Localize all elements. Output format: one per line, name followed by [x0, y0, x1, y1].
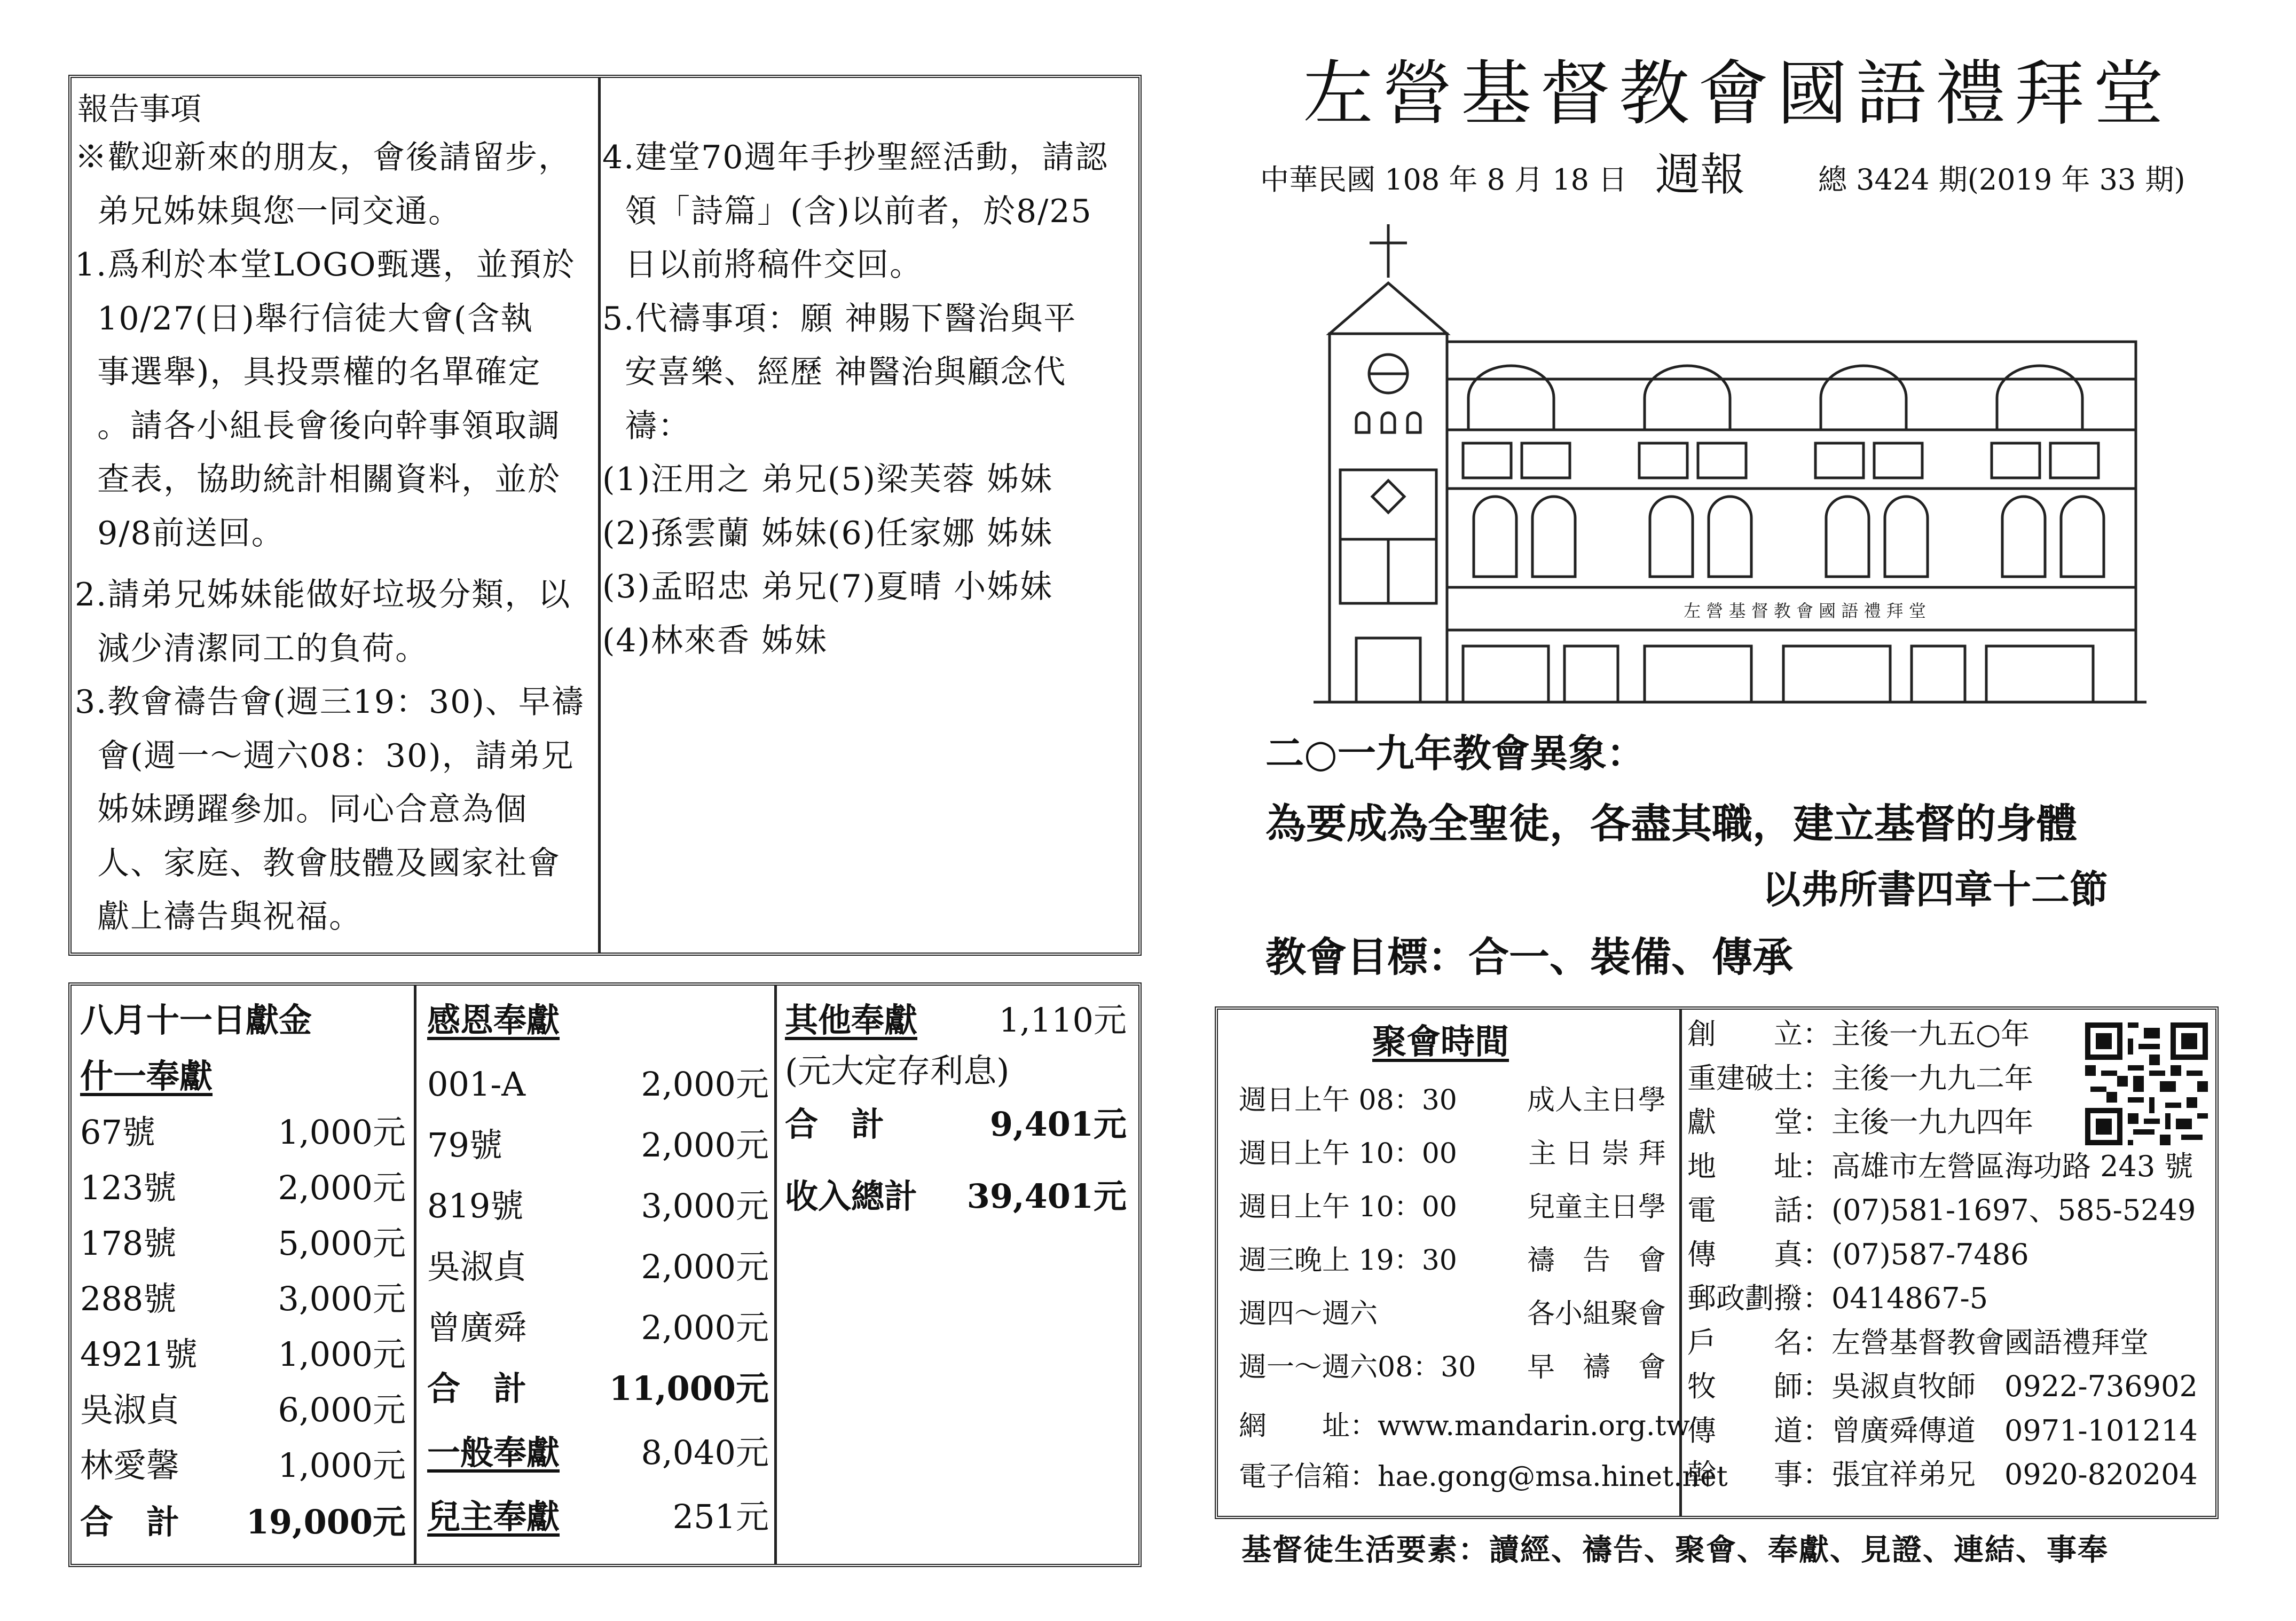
- email-line: 電子信箱：hae.gong@msa.hinet.net: [1239, 1461, 1728, 1493]
- announcements-title: 報告事項: [77, 91, 202, 127]
- grand-total-amount: 39,401元: [966, 1177, 1127, 1216]
- announcement-line: 4.建堂70週年手抄聖經活動，請認: [602, 139, 1108, 176]
- offering-donor: 林愛馨: [80, 1446, 180, 1485]
- offering-amount: 1,000元: [278, 1335, 406, 1374]
- meeting-time: 週日上午 08：30: [1239, 1084, 1457, 1116]
- thanks-total-row: [427, 1369, 769, 1410]
- meeting-row: [1239, 1247, 1666, 1279]
- offering-donor: 79號: [427, 1126, 502, 1164]
- church-info-line: 傳 道：曾廣舜傳道 0971-101214: [1687, 1413, 2198, 1447]
- church-goal: 教會目標：合一、裝備、傳承: [1265, 933, 1793, 981]
- children-offering-row: [427, 1497, 769, 1538]
- announcement-line: 禱：: [602, 407, 691, 445]
- tithe-row: [80, 1335, 406, 1375]
- meeting-time: 週日上午 10：00: [1239, 1191, 1457, 1223]
- general-offering-label: 一般奉獻: [427, 1433, 560, 1472]
- bulletin-label: 週報: [1655, 148, 1745, 201]
- offering-donor: 67號: [80, 1113, 155, 1152]
- other-offering-amount: 1,110元: [998, 1001, 1127, 1040]
- announcement-line: 。請各小組長會後向幹事領取調: [75, 407, 561, 445]
- offerings-divider-2: [774, 985, 777, 1564]
- meeting-time: 週三晚上 19：30: [1239, 1245, 1457, 1277]
- church-info-line: 創 立：主後一九五○年: [1687, 1017, 2030, 1051]
- vision-statement: 為要成為全聖徒，各盡其職，建立基督的身體: [1265, 800, 2077, 847]
- tithe-row: [80, 1113, 406, 1153]
- offering-amount: 1,000元: [278, 1446, 406, 1485]
- announcement-line: (3)孟昭忠 弟兄(7)夏晴 小姊妹: [602, 568, 1053, 605]
- church-title: 左營基督教會國語禮拜堂: [1303, 53, 2172, 135]
- announcement-line: 5.代禱事項：願 神賜下醫治與平: [602, 300, 1077, 337]
- offering-amount: 2,000元: [641, 1247, 769, 1286]
- other-total-row: [785, 1105, 1127, 1145]
- church-info-line: 戶 名：左營基督教會國語禮拜堂: [1687, 1325, 2149, 1359]
- offering-date-heading: 八月十一日獻金: [80, 1001, 312, 1040]
- offering-amount: 3,000元: [278, 1279, 406, 1318]
- announcement-line: 領「詩篇」(含)以前者，於8/25: [602, 192, 1092, 230]
- thanks-total-amount: 11,000元: [609, 1369, 769, 1408]
- other-offering-row: [785, 1001, 1127, 1041]
- church-info-line: 傳 真：(07)587-7486: [1687, 1237, 2029, 1271]
- meetings-title: 聚會時間: [1372, 1022, 1509, 1062]
- tithe-row: [80, 1446, 406, 1486]
- church-info-line: 地 址：高雄市左營區海功路 243 號: [1687, 1149, 2193, 1183]
- thanks-total-label: 合 計: [427, 1369, 527, 1408]
- thanks-offering-heading: 感恩奉獻: [427, 1001, 560, 1040]
- offering-amount: 2,000元: [641, 1308, 769, 1347]
- offering-donor: 819號: [427, 1186, 524, 1225]
- thanks-offering-row: [427, 1186, 769, 1227]
- meeting-row: [1239, 1193, 1666, 1225]
- bulletin-date: 中華民國 108 年 8 月 18 日: [1260, 163, 1627, 196]
- other-total-label: 合 計: [785, 1105, 885, 1144]
- offering-amount: 1,000元: [278, 1113, 406, 1152]
- announcement-line: 9/8前送回。: [75, 514, 285, 552]
- church-info-line: 電 話：(07)581-1697、585-5249: [1687, 1193, 2196, 1227]
- vision-reference: 以弗所書四章十二節: [1762, 867, 2109, 912]
- offering-donor: 001-A: [427, 1065, 526, 1104]
- announcement-line: 減少清潔同工的負荷。: [75, 629, 429, 667]
- tithe-heading: 什一奉獻: [80, 1057, 213, 1096]
- tithe-total-label: 合 計: [80, 1502, 180, 1541]
- building-signboard: 左 營 基 督 教 會 國 語 禮 拜 堂: [1684, 601, 1926, 621]
- tithe-row: [80, 1168, 406, 1209]
- tithe-total-row: [80, 1502, 406, 1543]
- announcement-line: 2.請弟兄姊妹能做好垃圾分類，以: [75, 576, 571, 613]
- offering-amount: 2,000元: [278, 1168, 406, 1207]
- tithe-row: [80, 1279, 406, 1320]
- offering-donor: 178號: [80, 1224, 177, 1263]
- church-building-illustration: [1314, 219, 2146, 710]
- meeting-time: 週日上午 10：00: [1239, 1138, 1457, 1170]
- announcement-line: 10/27(日)舉行信徒大會(含執: [75, 300, 534, 337]
- offering-amount: 6,000元: [278, 1390, 406, 1429]
- thanks-offering-row: [427, 1126, 769, 1166]
- announcements-divider: [598, 77, 601, 953]
- other-offering-label: 其他奉獻: [785, 1001, 918, 1040]
- tithe-row: [80, 1224, 406, 1264]
- announcement-line: 人、家庭、教會肢體及國家社會: [75, 844, 561, 882]
- announcement-line: 日以前將稿件交回。: [602, 246, 923, 284]
- vision-heading: 二○一九年教會異象：: [1265, 730, 1645, 776]
- offering-donor: 123號: [80, 1168, 177, 1207]
- other-total-amount: 9,401元: [989, 1105, 1127, 1144]
- offering-donor: 4921號: [80, 1335, 198, 1374]
- general-offering-row: [427, 1433, 769, 1474]
- church-info-line: 重建破土：主後一九九二年: [1687, 1061, 2033, 1095]
- thanks-offering-row: [427, 1247, 769, 1288]
- offerings-divider-1: [414, 985, 416, 1564]
- offering-donor: 吳淑貞: [80, 1390, 180, 1429]
- tithe-total-amount: 19,000元: [246, 1502, 406, 1541]
- children-offering-amount: 251元: [672, 1497, 769, 1536]
- announcement-line: (1)汪用之 弟兄(5)梁芙蓉 姊妹: [602, 461, 1053, 498]
- other-offering-note: (元大定存利息): [785, 1051, 1010, 1090]
- thanks-offering-row: [427, 1308, 769, 1349]
- offering-amount: 5,000元: [278, 1224, 406, 1263]
- meeting-row: [1239, 1140, 1666, 1172]
- thanks-offering-row: [427, 1065, 769, 1105]
- announcement-line: (4)林來香 姊妹: [602, 621, 828, 659]
- website-line: 網 址：www.mandarin.org.tw: [1239, 1410, 1690, 1442]
- meeting-name: 早 禱 會: [1527, 1351, 1666, 1383]
- announcement-line: ※歡迎新來的朋友，會後請留步，: [75, 139, 571, 176]
- grand-total-row: [785, 1177, 1127, 1217]
- announcement-line: 查表，協助統計相關資料，並於: [75, 461, 561, 498]
- announcement-line: 弟兄姊妹與您一同交通。: [75, 192, 462, 230]
- church-info-line: 幹 事：張宜祥弟兄 0920-820204: [1687, 1458, 2198, 1491]
- announcement-line: 3.教會禱告會(週三19：30)、早禱: [75, 683, 585, 721]
- announcement-line: 安喜樂、經歷 神醫治與顧念代: [602, 353, 1067, 391]
- church-info-line: 郵政劃撥：0414867-5: [1687, 1281, 1988, 1315]
- meeting-name: 兒童主日學: [1527, 1191, 1666, 1223]
- meeting-time: 週一～週六08：30: [1239, 1351, 1476, 1383]
- grand-total-label: 收入總計: [785, 1177, 918, 1216]
- meeting-time: 週四～週六: [1239, 1298, 1378, 1330]
- general-offering-amount: 8,040元: [641, 1433, 769, 1472]
- offering-amount: 2,000元: [641, 1065, 769, 1104]
- meeting-row: [1239, 1300, 1666, 1332]
- offering-donor: 曾廣舜: [427, 1308, 527, 1347]
- meeting-row: [1239, 1351, 1666, 1386]
- offering-amount: 2,000元: [641, 1126, 769, 1164]
- footer-christian-life: 基督徒生活要素：讀經、禱告、聚會、奉獻、見證、連結、事奉: [1241, 1532, 2109, 1568]
- bulletin-issue: 總 3424 期(2019 年 33 期): [1818, 163, 2185, 196]
- announcement-line: 事選舉)，具投票權的名單確定: [75, 353, 541, 391]
- announcement-line: (2)孫雲蘭 姊妹(6)任家娜 姊妹: [602, 514, 1053, 552]
- meeting-row: [1239, 1084, 1666, 1119]
- announcement-line: 1.爲利於本堂LOGO甄選，並預於: [75, 246, 576, 284]
- church-info-line: 牧 師：吳淑貞牧師 0922-736902: [1687, 1370, 2198, 1403]
- children-offering-label: 兒主奉獻: [427, 1497, 560, 1536]
- meeting-name: 各小組聚會: [1527, 1298, 1666, 1330]
- qr-code-icon: [2085, 1022, 2208, 1145]
- offering-amount: 3,000元: [641, 1186, 769, 1225]
- announcement-line: 姊妹踴躍參加。同心合意為個: [75, 791, 528, 828]
- announcement-line: 獻上禱告與祝福。: [75, 898, 363, 935]
- church-info-line: 獻 堂：主後一九九四年: [1687, 1105, 2033, 1139]
- offering-donor: 288號: [80, 1279, 177, 1318]
- offering-donor: 吳淑貞: [427, 1247, 527, 1286]
- meeting-name: 成人主日學: [1527, 1084, 1666, 1116]
- meeting-name: 禱 告 會: [1527, 1245, 1666, 1277]
- announcement-line: 會(週一～週六08：30)，請弟兄: [75, 737, 575, 775]
- tithe-row: [80, 1390, 406, 1431]
- meeting-name: 主 日 崇 拜: [1528, 1138, 1666, 1170]
